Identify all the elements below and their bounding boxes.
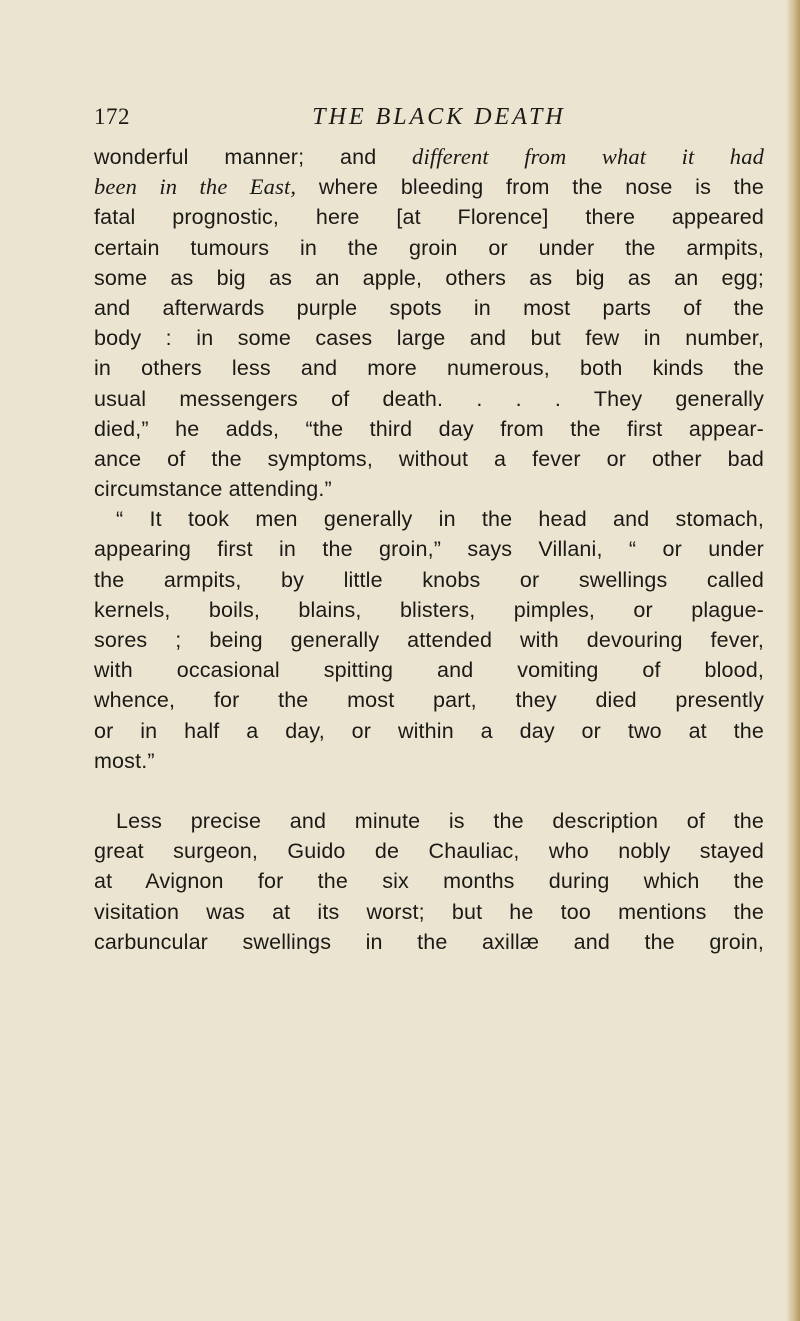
text-segment: circumstance attending.” bbox=[94, 477, 332, 502]
text-segment: and afterwards purple spots in most parts of the bbox=[94, 295, 764, 320]
text-line bbox=[94, 323, 764, 353]
running-title: THE BLACK DEATH bbox=[312, 104, 566, 130]
text-segment: fatal prognostic, here [at Florence] there appeared bbox=[94, 205, 764, 230]
text-line bbox=[94, 414, 764, 444]
text-line bbox=[94, 263, 764, 293]
text-line bbox=[94, 384, 764, 414]
text-segment: whence, for the most part, they died presently bbox=[94, 688, 764, 713]
text-line bbox=[94, 172, 764, 202]
running-head bbox=[94, 104, 764, 136]
text-line bbox=[94, 897, 764, 927]
text-segment: or in half a day, or within a day or two at the bbox=[94, 718, 764, 743]
text-segment: visitation was at its worst; but he too mentions the bbox=[94, 899, 764, 924]
text-segment: body : in some cases large and but few in number, bbox=[94, 326, 764, 351]
text-line bbox=[94, 233, 764, 263]
text-line bbox=[94, 927, 764, 957]
text-line bbox=[94, 142, 764, 172]
body-text bbox=[94, 142, 764, 957]
text-line bbox=[94, 746, 764, 776]
paragraph-1 bbox=[94, 142, 764, 504]
text-segment: wonderful manner; and bbox=[94, 145, 413, 169]
text-segment: in others less and more numerous, both kinds the bbox=[94, 356, 764, 381]
text-line bbox=[94, 655, 764, 685]
paragraph-3 bbox=[94, 806, 764, 957]
page-edge-shadow bbox=[786, 0, 800, 1321]
text-segment: some as big as an apple, others as big as an egg; bbox=[94, 265, 764, 290]
text-segment: certain tumours in the groin or under the armpits, bbox=[94, 235, 764, 260]
text-line bbox=[94, 806, 764, 836]
text-line bbox=[94, 474, 764, 504]
text-segment: died,” he adds, “the third day from the first appear- bbox=[94, 416, 764, 441]
text-segment: at Avignon for the six months during which the bbox=[94, 869, 764, 894]
text-segment: most.” bbox=[94, 748, 155, 773]
text-segment: ance of the symptoms, without a fever or other bad bbox=[94, 446, 764, 471]
text-line bbox=[94, 293, 764, 323]
text-line bbox=[94, 565, 764, 595]
text-line bbox=[94, 202, 764, 232]
text-segment: Less precise and minute is the description of the bbox=[116, 808, 764, 833]
text-segment: where bleeding from the nose is the bbox=[296, 175, 765, 200]
italic-text: different from what it had bbox=[412, 144, 765, 169]
text-line bbox=[94, 716, 764, 746]
italic-text: been in the East, bbox=[94, 174, 297, 200]
paragraph-2 bbox=[94, 504, 764, 776]
text-segment: appearing first in the groin,” says Villani, “ or under bbox=[94, 537, 764, 562]
text-segment: the armpits, by little knobs or swellings called bbox=[94, 567, 764, 592]
page-number: 172 bbox=[94, 104, 130, 129]
paragraph-gap bbox=[94, 776, 764, 806]
text-line bbox=[94, 353, 764, 383]
text-line bbox=[94, 866, 764, 896]
text-line bbox=[94, 595, 764, 625]
text-segment: “ It took men generally in the head and stomach, bbox=[116, 507, 764, 532]
text-line bbox=[94, 534, 764, 564]
text-segment: sores ; being generally attended with devouring fever, bbox=[94, 628, 764, 652]
text-line bbox=[94, 836, 764, 866]
text-line bbox=[94, 625, 764, 655]
text-segment: kernels, boils, blains, blisters, pimples, or plague- bbox=[94, 597, 764, 622]
text-line bbox=[94, 685, 764, 715]
text-line bbox=[94, 444, 764, 474]
text-segment: with occasional spitting and vomiting of blood, bbox=[94, 658, 764, 683]
text-line bbox=[94, 504, 764, 534]
text-segment: carbuncular swellings in the axillæ and the groin, bbox=[94, 929, 764, 954]
text-segment: usual messengers of death. . . . They generally bbox=[94, 386, 764, 411]
text-segment: great surgeon, Guido de Chauliac, who nobly stayed bbox=[94, 839, 764, 864]
